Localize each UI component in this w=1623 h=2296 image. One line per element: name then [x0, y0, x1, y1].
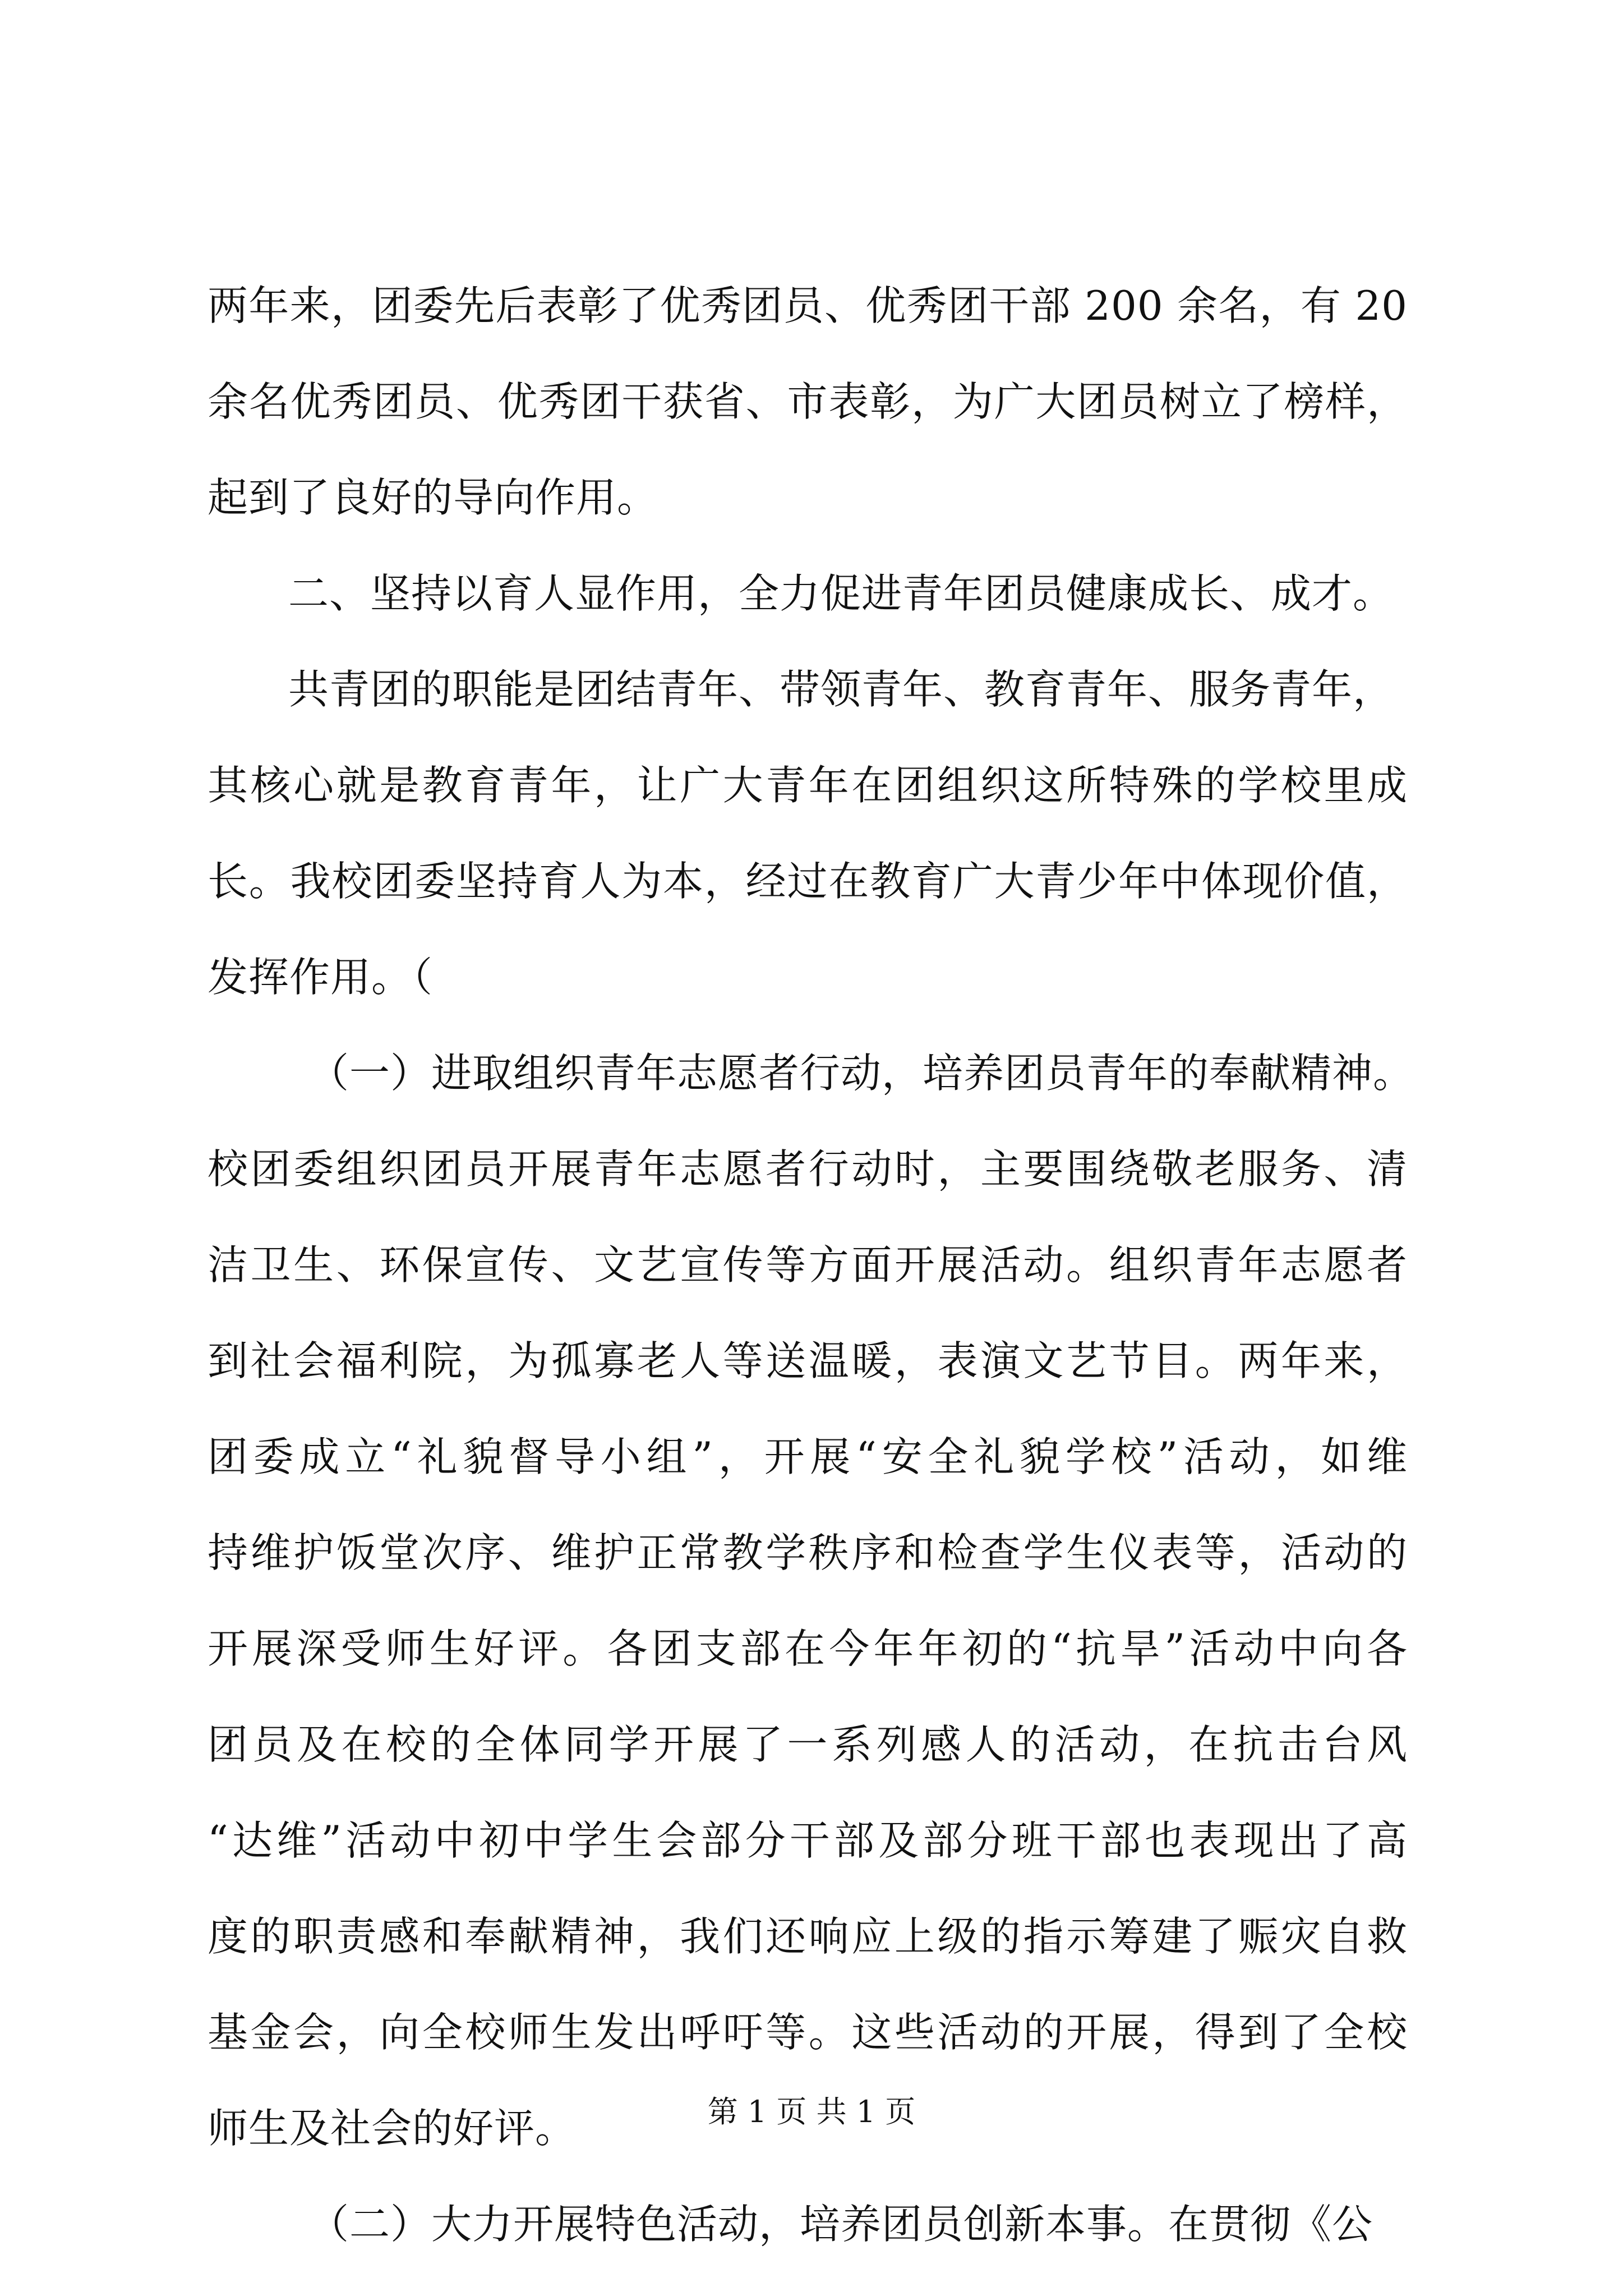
section-heading: 二、坚持以育人显作用，全力促进青年团员健康成长、成才。: [288, 570, 1394, 617]
text-line: 发挥作用。（: [208, 954, 434, 1001]
text-line: 开展深受师生好评。各团支部在今年年初的“抗旱”活动中向各: [208, 1625, 1408, 1672]
text-line: 余名优秀团员、优秀团干获省、市表彰，为广大团员树立了榜样，: [208, 378, 1408, 425]
text-line: 洁卫生、环保宣传、文艺宣传等方面开展活动。组织青年志愿者: [208, 1241, 1408, 1289]
text-line: 持维护饭堂次序、维护正常教学秩序和检查学生仪表等，活动的: [208, 1529, 1408, 1576]
text-line: 两年来，团委先后表彰了优秀团员、优秀团干部 200 余名，有 20: [208, 282, 1408, 329]
document-body: [208, 258, 1414, 2272]
text-line: 共青团的职能是团结青年、带领青年、教育青年、服务青年，: [288, 666, 1394, 713]
text-line: “达维”活动中初中学生会部分干部及部分班干部也表现出了高: [208, 1817, 1408, 1864]
text-line: 团委成立“礼貌督导小组”，开展“安全礼貌学校”活动，如维: [208, 1433, 1408, 1480]
text-line: 校团委组织团员开展青年志愿者行动时，主要围绕敬老服务、清: [208, 1145, 1408, 1193]
text-line: 长。我校团委坚持育人为本，经过在教育广大青少年中体现价值，: [208, 858, 1408, 905]
subsection-heading: （一）进取组织青年志愿者行动，培养团员青年的奉献精神。: [308, 1050, 1414, 1097]
text-line: 到社会福利院，为孤寡老人等送温暖，表演文艺节目。两年来，: [208, 1337, 1408, 1384]
text-line: 其核心就是教育青年，让广大青年在团组织这所特殊的学校里成: [208, 762, 1408, 809]
page-footer: 第 1 页 共 1 页: [707, 2094, 916, 2129]
text-line: 师生及社会的好评。: [208, 2105, 577, 2152]
subsection-heading: （二）大力开展特色活动，培养团员创新本事。在贯彻《公: [308, 2201, 1373, 2248]
text-line: 团员及在校的全体同学开展了一系列感人的活动，在抗击台风: [208, 1721, 1408, 1768]
text-line: 度的职责感和奉献精神，我们还响应上级的指示筹建了赈灾自救: [208, 1913, 1408, 1960]
text-line: 基金会，向全校师生发出呼吁等。这些活动的开展，得到了全校: [208, 2009, 1408, 2056]
text-line: 起到了良好的导向作用。: [208, 474, 658, 521]
